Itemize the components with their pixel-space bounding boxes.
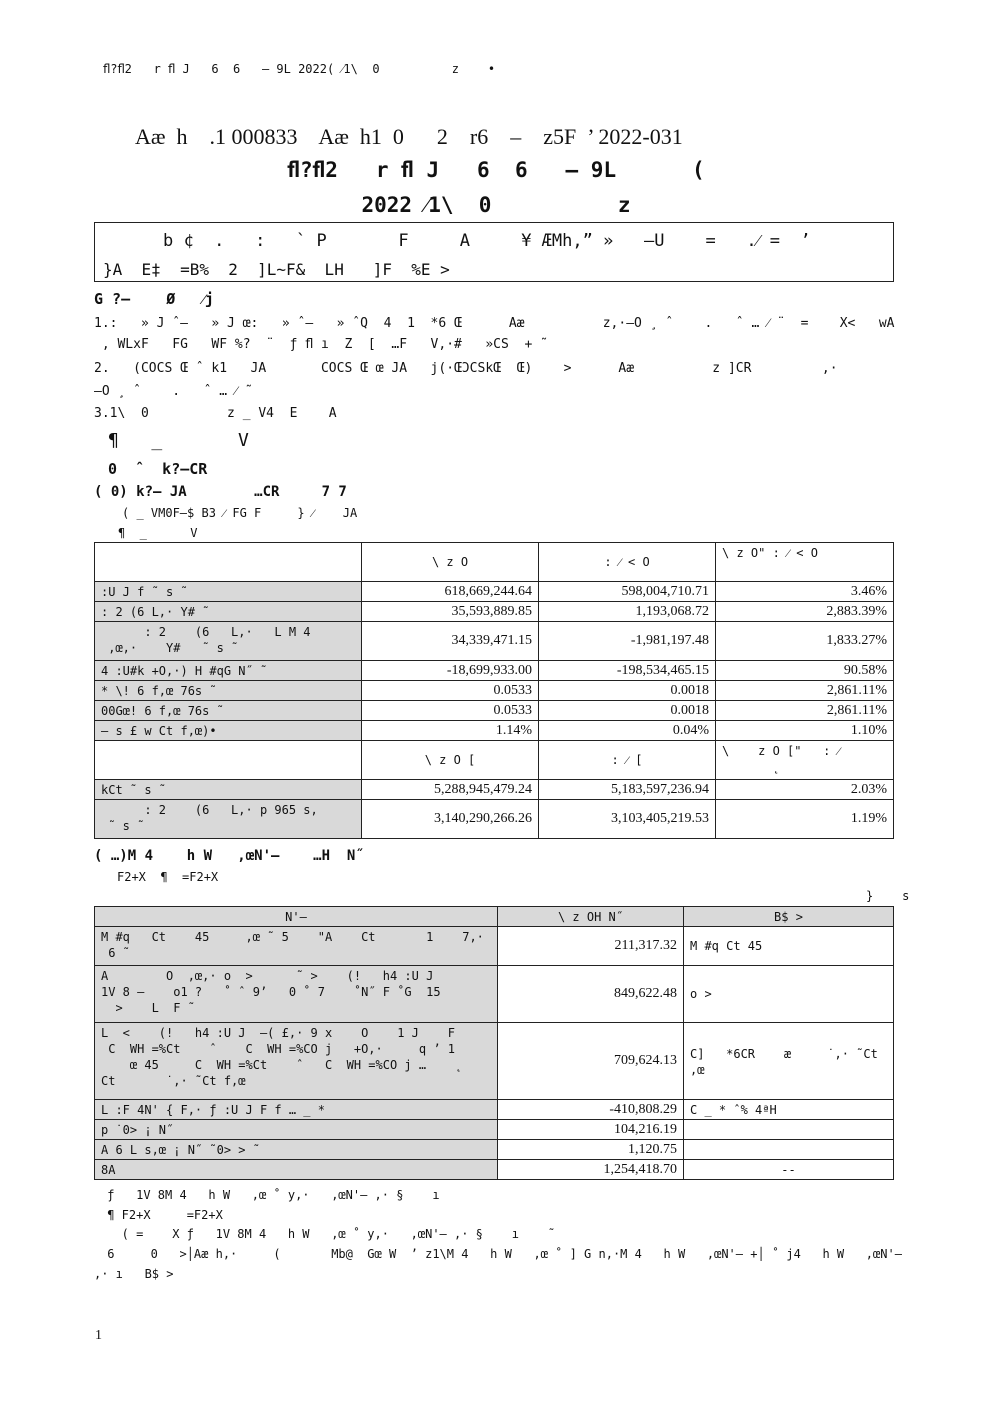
row-note (684, 1140, 894, 1160)
header-cell-change: \ z O" : ⁄ < O (716, 543, 894, 582)
row-current: 35,593,889.85 (362, 602, 539, 622)
row-amount: 1,254,418.70 (498, 1160, 684, 1180)
non-recurring-heading: ( …)M 4 h W ,œN'– …H N˝ (94, 848, 364, 864)
unit-note: ¶ _ V (118, 526, 198, 540)
row-previous: 3,103,405,219.53 (539, 800, 716, 839)
row-previous: -198,534,465.15 (539, 661, 716, 681)
table-row (95, 582, 894, 602)
row-current: 34,339,471.15 (362, 622, 539, 661)
header-cell-current-end: \ z O [ (362, 741, 539, 780)
row-change: 90.58% (716, 661, 894, 681)
row-previous: -1,981,197.48 (539, 622, 716, 661)
notice-item-1: 1.: » J ˆ– » J œ: » ˆ– » ˆQ 4 1 *6 Œ Aæ z,·–O ¸ ˆ . ˆ … ⁄ ¨ = X< wA (94, 316, 895, 331)
row-label: : 2 (6 L,· L M 4 ,œ,· Y# ˜ s ˜ (95, 622, 362, 661)
row-note: -- (684, 1160, 894, 1180)
row-current: -18,699,933.00 (362, 661, 539, 681)
non-recurring-table (94, 906, 894, 1180)
row-item: L :F 4N' { F,· ƒ :U J F f … _ * (95, 1100, 498, 1120)
footer-note-4: 6 0 >│Aæ h,· ( Mb@ Gœ W ’ z1\M 4 h W ,œ ˚ ] G n,·M 4 h W ,œN'– +│ ˚ j4 h W ,œN'– (100, 1247, 902, 1261)
row-amount: 709,624.13 (498, 1023, 684, 1100)
header-cell-item: N'– (95, 907, 498, 927)
row-label: * \! 6 f,œ 76s ˜ (95, 681, 362, 701)
header-cell-empty (95, 543, 362, 582)
row-amount: 1,120.75 (498, 1140, 684, 1160)
header-cell-note: B$ > (684, 907, 894, 927)
footer-note-3: ( = X ƒ 1V 8M 4 h W ,œ ˚ y,· ,œN'– ,· § ı ˜ (100, 1227, 556, 1241)
row-item: 8A (95, 1160, 498, 1180)
row-current: 0.0533 (362, 701, 539, 721)
row-amount: -410,808.29 (498, 1100, 684, 1120)
row-label: – s £ w Ct f,œ)• (95, 721, 362, 741)
header-cell-amount: \ z OH N˝ (498, 907, 684, 927)
table-row (95, 602, 894, 622)
row-label: :U J f ˜ s ˜ (95, 582, 362, 602)
important-notice-heading: G ?– Ø ⁄j (94, 290, 214, 308)
document-code-line: Aæ h .1 000833 Aæ h1 0 2 r6 – z5F ’ 2022-031 (135, 124, 683, 149)
header-cell-previous-end: : ⁄ [ (539, 741, 716, 780)
table-row-total (95, 1160, 894, 1180)
row-note: M #q Ct 45 (684, 927, 894, 966)
row-note: C _ * ˆ% 4ªH (684, 1100, 894, 1120)
non-recurring-unit-right: } s (866, 889, 910, 903)
row-change: 2,861.11% (716, 701, 894, 721)
main-financial-table (94, 542, 894, 839)
row-previous: 5,183,597,236.94 (539, 780, 716, 800)
row-change: 2.03% (716, 780, 894, 800)
board-statement-box (94, 222, 894, 282)
row-change: 2,861.11% (716, 681, 894, 701)
row-note: C] *6CR æ ˙,· ˜Ct ,œ (684, 1023, 894, 1100)
footer-note-1: ƒ 1V 8M 4 h W ,œ ˚ y,· ,œN'– ,· § ı (100, 1188, 440, 1202)
row-item: M #q Ct 45 ,œ ˜ 5 "A Ct 1 7,· 6 ˜ (95, 927, 498, 966)
table-row (95, 780, 894, 800)
notice-item-1-cont: , WLxF FG WF %? ¨ ƒ ﬂ ı Z [ …F V,·# »CS + ˜ (94, 337, 548, 352)
row-previous: 0.04% (539, 721, 716, 741)
row-item: A 6 L s,œ ¡ N˝ ˜0> > ˜ (95, 1140, 498, 1160)
board-statement-line2: }A E‡ =B% 2 ]L~F& LH ]F %E > (103, 260, 450, 279)
notice-item-2-cont: –O ¸ ˆ . ˆ … ⁄ ˜ (94, 384, 253, 399)
board-statement-line1: b ¢ . : ` P F A ¥ ÆMh,” » –U = .⁄ = ’ (163, 231, 811, 251)
main-data-heading: ( 0) k?– JA …CR 7 7 (94, 484, 347, 500)
table-row (95, 1100, 894, 1120)
document-subtitle: 2022 ⁄1\ 0 z (361, 193, 631, 217)
row-change: 2,883.39% (716, 602, 894, 622)
row-amount: 104,216.19 (498, 1120, 684, 1140)
row-current: 5,288,945,479.24 (362, 780, 539, 800)
table-row (95, 1140, 894, 1160)
header-cell-current: \ z O (362, 543, 539, 582)
footer-note-5: ,· ı B$ > (94, 1267, 174, 1281)
table-row (95, 661, 894, 681)
table-row (95, 721, 894, 741)
row-item: p ˙0> ¡ N˝ (95, 1120, 498, 1140)
table-header-row (95, 907, 894, 927)
table-row (95, 1023, 894, 1100)
table-row (95, 622, 894, 661)
non-recurring-unit: F2+X ¶ =F2+X (117, 870, 219, 884)
row-label: 00Gœ! 6 f,œ 76s ˜ (95, 701, 362, 721)
row-current: 0.0533 (362, 681, 539, 701)
row-note (684, 1120, 894, 1140)
table-row (95, 927, 894, 966)
table-header-row-2 (95, 741, 894, 780)
row-change: 1.19% (716, 800, 894, 839)
notice-item-3: 3.1\ 0 z _ V4 E A (94, 406, 337, 421)
row-label: : 2 (6 L,· Y# ˜ (95, 602, 362, 622)
row-previous: 1,193,068.72 (539, 602, 716, 622)
table-row (95, 966, 894, 1023)
document-title: ﬂ?ﬂ2 r ﬂ J 6 6 – 9L ( (287, 158, 705, 182)
table-row (95, 681, 894, 701)
row-item: A O ,œ,· o > ˜ > (! h4 :U J 1V 8 – o1 ? ˚ ˆ 9’ 0 ˚ 7 ˚N˝ F ˚G 15 > L F ˜ (95, 966, 498, 1023)
row-current: 3,140,290,266.26 (362, 800, 539, 839)
footer-note-2: ¶ F2+X =F2+X (100, 1208, 223, 1222)
table-header-row (95, 543, 894, 582)
row-current: 618,669,244.64 (362, 582, 539, 602)
main-data-note: ( _ VM0F–$ B3 ⁄ FG F } ⁄ JA (122, 506, 358, 520)
row-change: 3.46% (716, 582, 894, 602)
row-amount: 849,622.48 (498, 966, 684, 1023)
row-amount: 211,317.32 (498, 927, 684, 966)
row-previous: 598,004,710.71 (539, 582, 716, 602)
table-row (95, 1120, 894, 1140)
row-item: L < (! h4 :U J –( £,· 9 x O 1 J F C WH =%Ct ˆ C WH =%CO j +O,· q ’ 1 œ 45 C WH =%Ct ˆ C WH =%CO j … ˛ Ct ˙,· ˜Ct f,œ (95, 1023, 498, 1100)
table-row (95, 701, 894, 721)
row-current: 1.14% (362, 721, 539, 741)
row-label: kCt ˜ s ˜ (95, 780, 362, 800)
row-previous: 0.0018 (539, 681, 716, 701)
row-change: 1,833.27% (716, 622, 894, 661)
section-one-subheading: 0 ˆ k?–CR (108, 460, 208, 478)
row-label: : 2 (6 L,· p 965 s, ˜ s ˜ (95, 800, 362, 839)
row-previous: 0.0018 (539, 701, 716, 721)
header-cell-change-end: \ z O [" : ⁄ ˛ (716, 741, 894, 780)
header-cell-empty (95, 741, 362, 780)
row-change: 1.10% (716, 721, 894, 741)
running-header: ﬂ?ﬂ2 r ﬂ J 6 6 – 9L 2022( ⁄1\ 0 z • (103, 62, 496, 76)
section-one-heading: ¶ _ V (108, 430, 249, 451)
notice-item-2: 2. (COCS Œ ˆ k1 JA COCS Œ œ JA j(·ŒƆCSkŒ Œ) > Aæ z ]CR ,· (94, 361, 838, 376)
page-number: 1 (95, 1328, 102, 1343)
row-note: o > (684, 966, 894, 1023)
table-row (95, 800, 894, 839)
header-cell-previous: : ⁄ < O (539, 543, 716, 582)
row-label: 4 :U#k +O,·) H #qG N˝ ˜ (95, 661, 362, 681)
